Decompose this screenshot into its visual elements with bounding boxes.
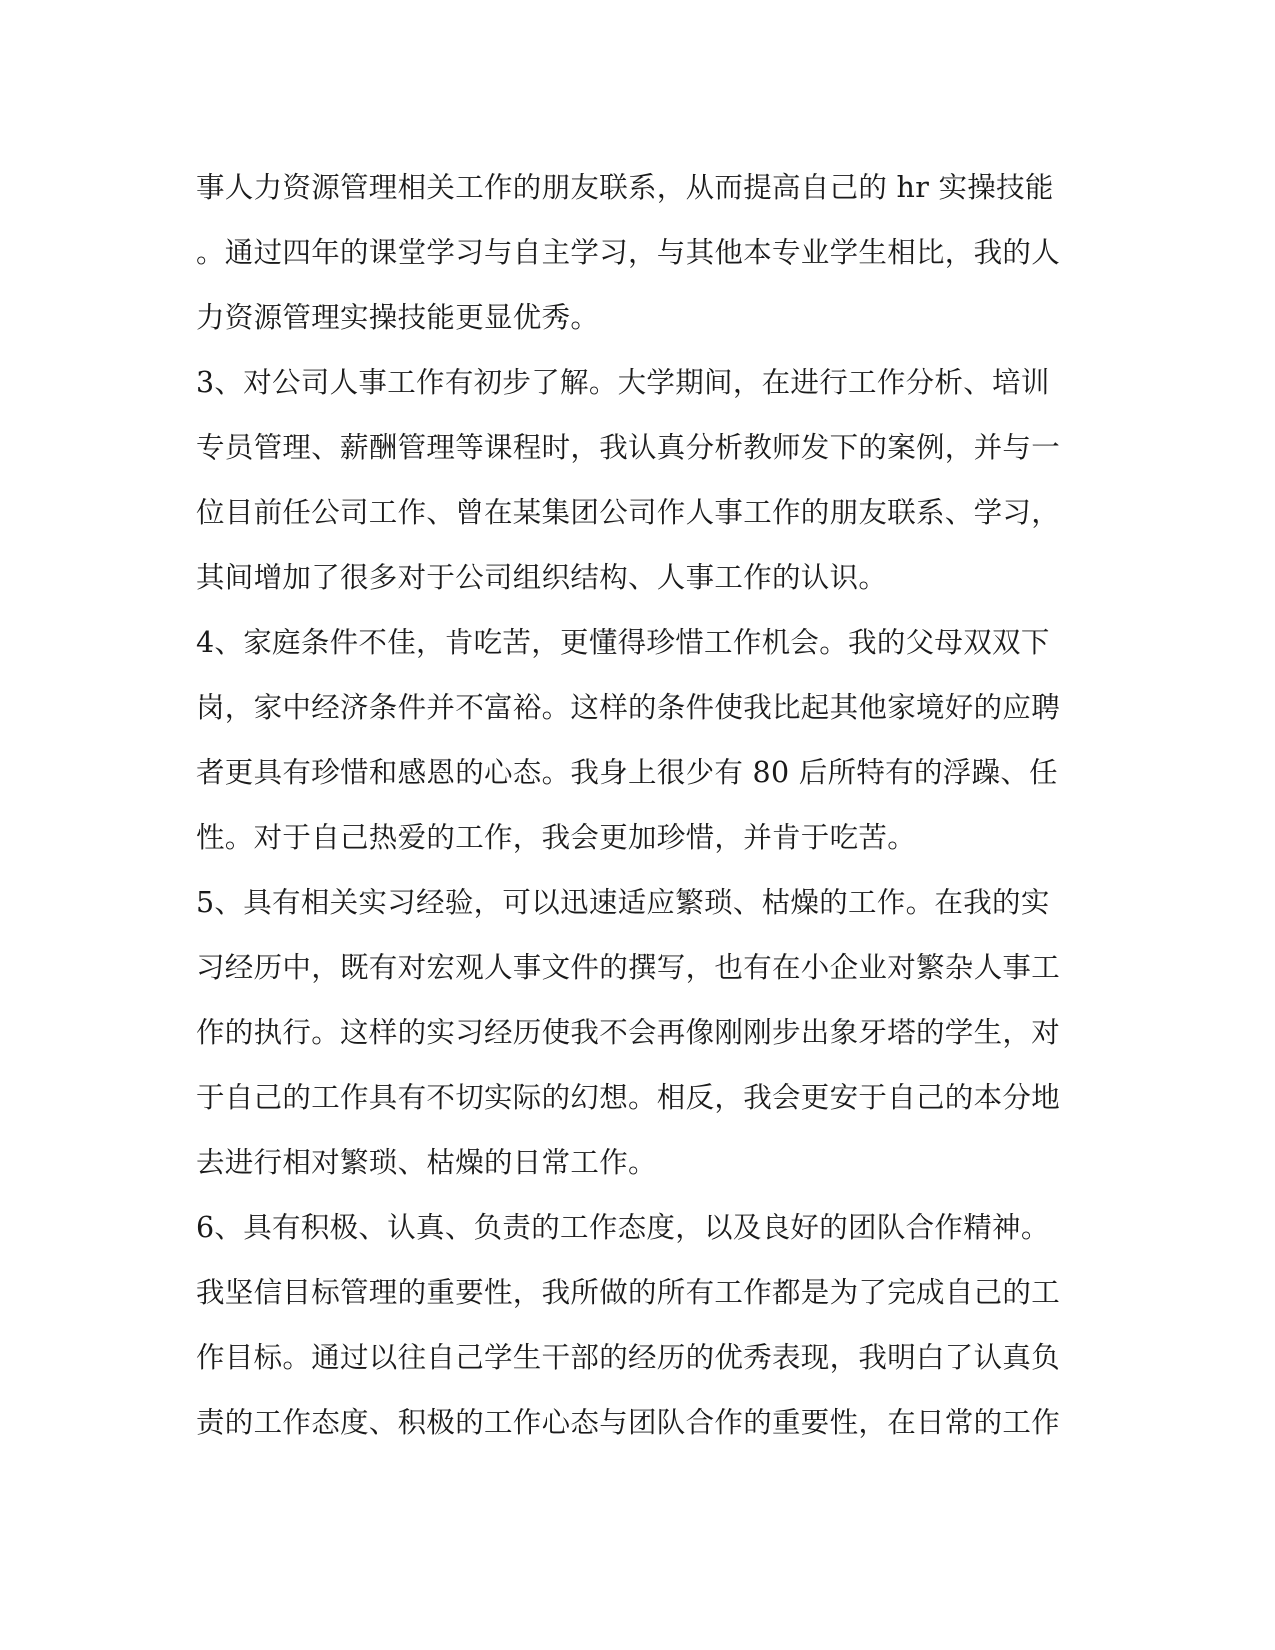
text-line: 3、对公司人事工作有初步了解。大学期间，在进行工作分析、培训 <box>196 366 1050 399</box>
text-line: 作的执行。这样的实习经历使我不会再像刚刚步出象牙塔的学生，对 <box>196 1016 1061 1049</box>
text-line: 其间增加了很多对于公司组织结构、人事工作的认识。 <box>196 561 888 594</box>
text-line: 作目标。通过以往自己学生干部的经历的优秀表现，我明白了认真负 <box>196 1341 1061 1374</box>
text-line: 习经历中，既有对宏观人事文件的撰写，也有在小企业对繁杂人事工 <box>196 951 1061 984</box>
text-line: 于自己的工作具有不切实际的幻想。相反，我会更安于自己的本分地 <box>196 1081 1061 1114</box>
text-line: 去进行相对繁琐、枯燥的日常工作。 <box>196 1146 657 1179</box>
text-line: 专员管理、薪酬管理等课程时，我认真分析教师发下的案例，并与一 <box>196 431 1061 464</box>
text-line: 岗，家中经济条件并不富裕。这样的条件使我比起其他家境好的应聘 <box>196 691 1061 724</box>
text-line: 位目前任公司工作、曾在某集团公司作人事工作的朋友联系、学习， <box>196 496 1061 529</box>
text-line: 性。对于自己热爱的工作，我会更加珍惜，并肯于吃苦。 <box>196 821 917 854</box>
text-line: 5、具有相关实习经验，可以迅速适应繁琐、枯燥的工作。在我的实 <box>196 886 1050 919</box>
text-line: 6、具有积极、认真、负责的工作态度，以及良好的团队合作精神。 <box>196 1211 1050 1244</box>
text-line: 事人力资源管理相关工作的朋友联系，从而提高自己的 hr 实操技能 <box>196 171 1054 204</box>
text-line: 责的工作态度、积极的工作心态与团队合作的重要性，在日常的工作 <box>196 1406 1061 1439</box>
text-line: 者更具有珍惜和感恩的心态。我身上很少有 80 后所特有的浮躁、任 <box>196 756 1058 789</box>
text-line: 4、家庭条件不佳，肯吃苦，更懂得珍惜工作机会。我的父母双双下 <box>196 626 1050 659</box>
text-line: 我坚信目标管理的重要性，我所做的所有工作都是为了完成自己的工 <box>196 1276 1061 1309</box>
document-body <box>196 155 1076 1455</box>
text-line: 。通过四年的课堂学习与自主学习，与其他本专业学生相比，我的人 <box>196 236 1061 269</box>
text-line: 力资源管理实操技能更显优秀。 <box>196 301 600 334</box>
